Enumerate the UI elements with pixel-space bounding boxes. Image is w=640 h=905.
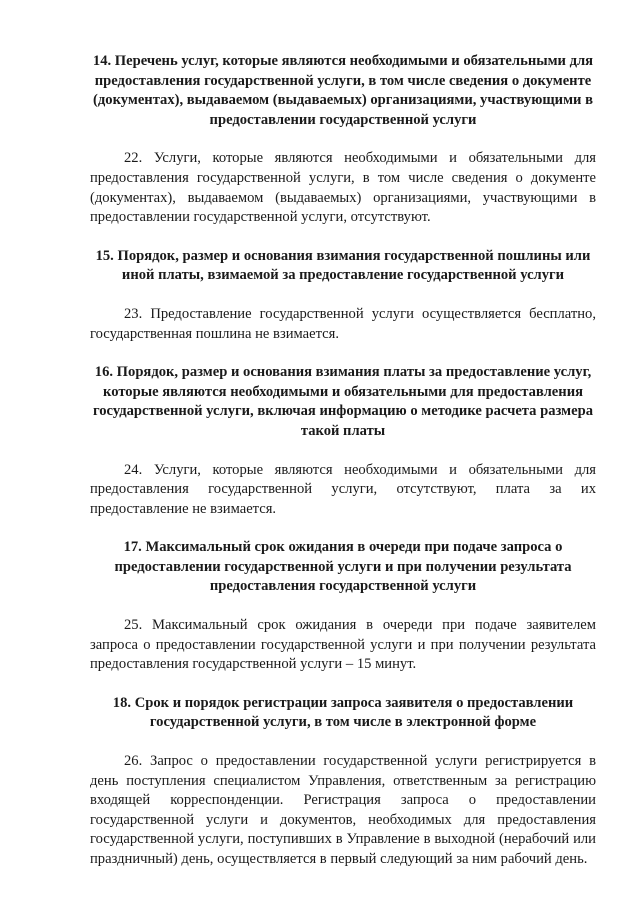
paragraph-24: 24. Услуги, которые являются необходимыми и обязательными для предоставления государственной услуги, отсутствуют, плата за их предоставление не взимается. bbox=[90, 461, 596, 517]
section-18 bbox=[90, 694, 596, 870]
section-15 bbox=[90, 247, 596, 344]
section-heading: 16. Порядок, размер и основания взимания платы за предоставление услуг, которые являются необходимыми и обязательными для предоставления государственной услуги, включая информацию о методике расчета размера такой платы bbox=[92, 364, 594, 439]
section-14 bbox=[90, 52, 596, 228]
section-heading: 17. Максимальный срок ожидания в очереди при подаче запроса о предоставлении государственной услуги и при получении результата предоставления государственной услуги bbox=[114, 539, 572, 595]
paragraph-25: 25. Максимальный срок ожидания в очереди при подаче заявителем запроса о предоставлении государственной услуги и при получении результата предоставления государственной услуги – 15 минут. bbox=[90, 617, 596, 673]
section-heading: 18. Срок и порядок регистрации запроса заявителя о предоставлении государственной услуги, в том числе в электронной форме bbox=[112, 694, 574, 731]
document-page bbox=[90, 52, 596, 870]
paragraph-26: 26. Запрос о предоставлении государственной услуги регистрируется в день поступления специалистом Управления, ответственным за регистрацию входящей корреспонденции. Регистрация запроса о предоставлении государственной услуги и документов, необходимых для предоставления государственной услуги, поступивших в Управление в выходной (нерабочий или праздничный) день, осуществляется в первый следующий за ним рабочий день. bbox=[90, 753, 596, 867]
paragraph-23: 23. Предоставление государственной услуги осуществляется бесплатно, государственная пошлина не взимается. bbox=[90, 305, 596, 342]
section-heading: 14. Перечень услуг, которые являются необходимыми и обязательными для предоставления государственной услуги, в том числе сведения о документе (документах), выдаваемом (выдаваемых) организациями, участвующими в предоставлении государственной услуги bbox=[92, 53, 594, 128]
section-17 bbox=[90, 538, 596, 675]
section-heading: 15. Порядок, размер и основания взимания государственной пошлины или иной платы, взимаемой за предоставление государственной услуги bbox=[95, 247, 591, 284]
section-16 bbox=[90, 363, 596, 519]
paragraph-22: 22. Услуги, которые являются необходимыми и обязательными для предоставления государственной услуги, в том числе сведения о документе (документах), выдаваемом (выдаваемых) организациями, участвующими в предоставлении государственной услуги, отсутствуют. bbox=[90, 150, 596, 226]
